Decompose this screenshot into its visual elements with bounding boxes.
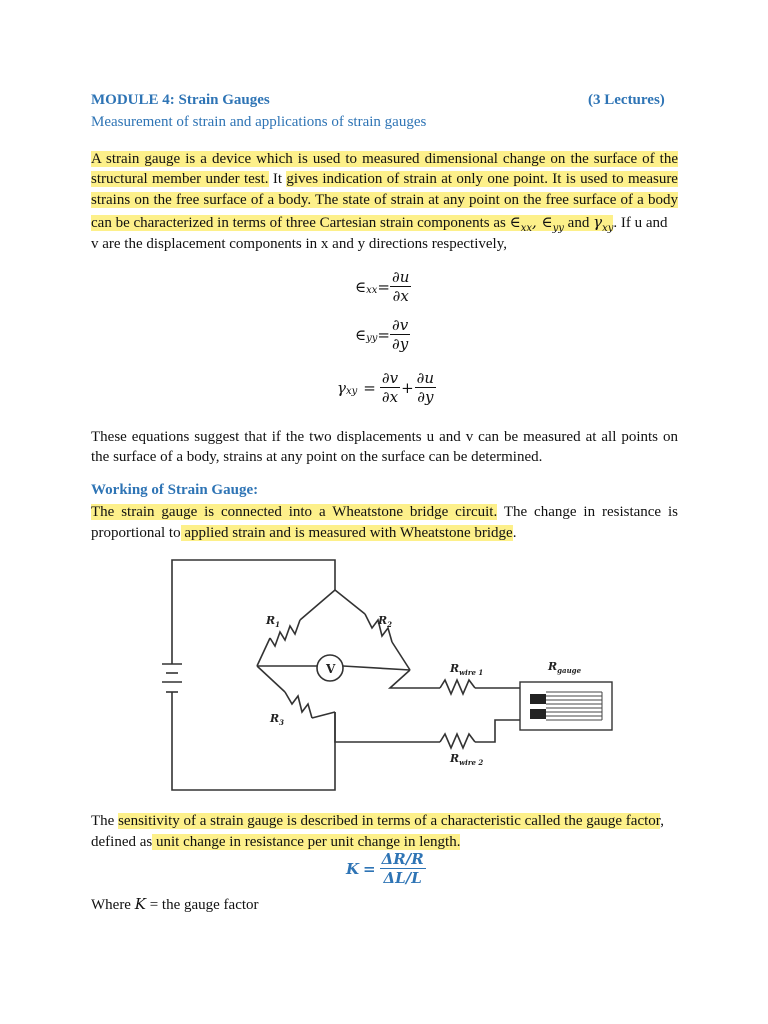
eq-sign: = (377, 325, 390, 344)
intro-text: and (563, 215, 594, 231)
label-voltmeter: V (326, 662, 336, 676)
formula-k: K (346, 859, 360, 878)
bridge-arm-r2 (335, 590, 365, 614)
intro-highlight-1: A strain gauge is a device which is used to measured dimensional change on the surface of the (91, 151, 678, 167)
sensitivity-text: , (660, 813, 664, 829)
denominator: ΔL/L (383, 869, 422, 887)
intro-line-3 (91, 190, 678, 210)
sensitivity-highlight-1: sensitivity of a strain gauge is described in terms of a characteristic called the gauge factor (118, 813, 661, 829)
intro-text: can be characterized in terms of three Cartesian strain components as (91, 215, 510, 231)
gauge-wire-bottom (335, 712, 440, 742)
fraction (380, 369, 400, 406)
bridge-arm-r3 (257, 666, 285, 692)
plus-sign: + (401, 378, 414, 397)
denominator: ∂x (381, 388, 399, 406)
working-line-2 (91, 523, 678, 543)
fraction (390, 316, 410, 353)
working-highlight-1: The strain gauge is connected into a Wheatstone bridge circuit. (91, 504, 498, 520)
wheatstone-bridge-diagram (140, 552, 640, 802)
sensitivity-line-1 (91, 811, 678, 831)
eq-lhs: γ (337, 378, 346, 397)
strain-gauge-frame (520, 682, 612, 730)
resistor-r3 (285, 692, 312, 718)
label-rgauge: $R_{gauge}$ (548, 660, 582, 675)
voltmeter-wire (343, 666, 410, 670)
where-k: K (134, 895, 146, 913)
intro-highlight-2: structural member under test. (91, 171, 269, 187)
equation-eyy (355, 316, 410, 353)
intro-highlight-5: strains on the free surface of a body. (91, 192, 312, 208)
fraction (390, 268, 411, 305)
working-highlight-2: applied strain and is measured with Wheatstone bridge (180, 525, 513, 541)
module-title: MODULE 4: Strain Gauges (91, 92, 270, 108)
module-subtitle: Measurement of strain and applications of strain gauges (91, 114, 427, 130)
eq-lhs: ∈ (355, 325, 367, 344)
where-text: Where (91, 897, 135, 913)
numerator: ∂v (392, 316, 409, 334)
intro-text: If u and (617, 215, 668, 231)
fraction (415, 369, 436, 406)
resistor-wire1 (440, 680, 475, 694)
intro-highlight-6: The state of strain at any point on the free surface of a body (311, 192, 678, 208)
eq-sign: = (377, 277, 390, 296)
gauge-factor-formula (346, 850, 426, 887)
subscript: xy (602, 223, 614, 234)
denominator: ∂y (417, 388, 434, 406)
equation-gxy (337, 369, 436, 406)
where-text: = the gauge factor (145, 897, 259, 913)
fraction (380, 850, 426, 887)
intro-highlight-3: gives indication of strain at only one point. (286, 171, 548, 187)
strain-gauge-pad (530, 694, 546, 704)
working-line-1 (91, 502, 678, 522)
intro-highlight-7 (91, 213, 614, 234)
gauge-wire-top (390, 670, 440, 688)
equation-exx (355, 268, 411, 305)
eq-sign: = (363, 378, 376, 397)
numerator: ΔR/R (381, 850, 424, 868)
label-r1: $R_1$ (266, 614, 281, 629)
eq-sub: xy (345, 386, 358, 397)
working-text: The change in resistance is (497, 504, 678, 520)
intro-highlight-4: It is used to measure (547, 171, 678, 187)
bridge-arm-r1b (257, 638, 270, 666)
resistor-wire2 (440, 734, 475, 748)
formula-eq: = (363, 859, 376, 878)
working-heading: Working of Strain Gauge: (91, 482, 259, 498)
label-r2: $R_2$ (378, 614, 393, 629)
shear-symbol: γ (593, 213, 603, 231)
sensitivity-text: defined as (91, 834, 153, 850)
strain-symbol: ∈ (509, 213, 521, 231)
numerator: ∂u (391, 268, 410, 286)
subscript: yy (552, 223, 564, 234)
label-r3: $R_3$ (270, 712, 285, 727)
sensitivity-text: The (91, 813, 119, 829)
where-line (91, 894, 678, 915)
intro-line-1 (91, 149, 678, 169)
para2-line-2: the surface of a body, strains at any point on the surface can be determined. (91, 449, 543, 465)
label-rwire2: $R_{wire 2}$ (450, 752, 484, 767)
label-rwire1: $R_{wire 1}$ (450, 662, 484, 677)
sensitivity-highlight-2: unit change in resistance per unit change in length. (152, 834, 461, 850)
denominator: ∂x (392, 287, 409, 305)
bridge-arm-r3b (312, 712, 335, 718)
intro-text: It (268, 171, 287, 187)
numerator: ∂u (416, 369, 435, 387)
eq-sub: xx (366, 285, 378, 296)
sensitivity-line-2 (91, 832, 678, 852)
bridge-arm-r2b (392, 642, 410, 670)
outer-wire-bottom (172, 692, 335, 790)
eq-sub: yy (366, 333, 378, 344)
working-text: proportional to (91, 525, 181, 541)
para2-line-1: These equations suggest that if the two displacements u and v can be measured at all points on (91, 429, 678, 445)
strain-gauge-pad (530, 709, 546, 719)
strain-symbol: , ∈ (531, 213, 553, 231)
subscript: xx (520, 223, 532, 234)
intro-text: . (613, 215, 618, 231)
working-text: . (512, 525, 517, 541)
numerator: ∂v (381, 369, 399, 387)
denominator: ∂y (392, 335, 409, 353)
bridge-arm-r1 (300, 590, 335, 620)
lectures-count: (3 Lectures) (588, 92, 665, 108)
eq-lhs: ∈ (355, 277, 367, 296)
intro-line-5: v are the displacement components in x and y directions respectively, (91, 236, 507, 252)
intro-line-2 (91, 169, 678, 189)
